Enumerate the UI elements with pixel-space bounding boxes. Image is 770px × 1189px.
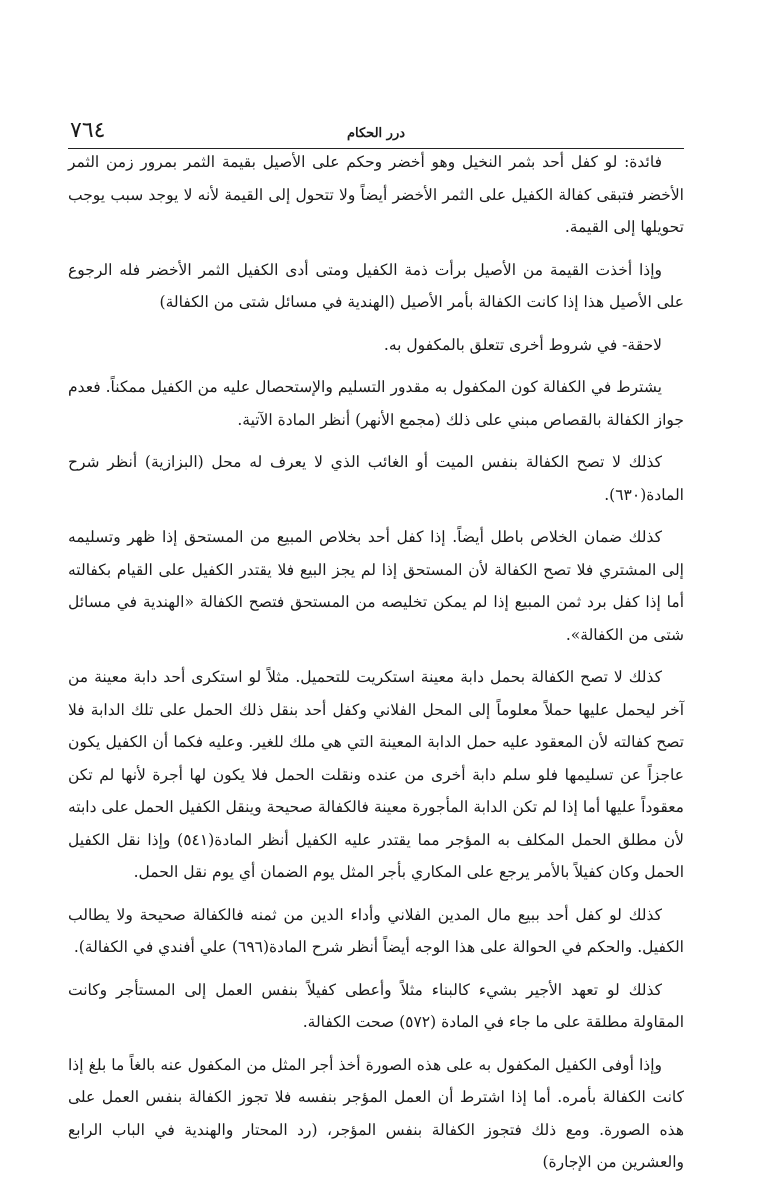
paragraph-release-guarantee: كذلك ضمان الخلاص باطل أيضاً. إذا كفل أحد بخلاص المبيع من المستحق إذا ظهر وتسليمه إلى المشتري فلا تصح الكفالة لأن المستحق إذا لم يجز البيع فلا يقتدر الكفيل على القيام بكفالته أما إذا كفل برد ثمن المبيع إذا لم يمكن تخليصه من المستحق فتصح الكفالة «الهندية في مسائل شتى من الكفالة». [68, 528, 684, 644]
page-header [68, 112, 684, 149]
paragraph-value-taken: وإذا أخذت القيمة من الأصيل برأت ذمة الكفيل ومتى أدى الكفيل الثمر الأخضر فله الرجوع على الأصيل هذا إذا كانت الكفالة بأمر الأصيل (الهندية في مسائل شتى من الكفالة) [68, 260, 684, 311]
page-body [68, 146, 684, 1189]
paragraph-appendix-heading: لاحقة- في شروط أخرى تتعلق بالمكفول به. [383, 335, 662, 354]
paragraph-deliverability-condition: يشترط في الكفالة كون المكفول به مقدور التسليم والإستحصال عليه من الكفيل ممكناً. فعدم جواز الكفالة بالقصاص مبني على ذلك (مجمع الأنهر) أنظر المادة الآتية. [68, 378, 684, 429]
page-number: ٧٦٤ [70, 118, 106, 143]
paragraph-worker-guarantee: كذلك لو تعهد الأجير بشيء كالبناء مثلاً وأعطى كفيلاً بنفس العمل إلى المستأجر وكانت المقاولة مطلقة على ما جاء في المادة (٥٧٢) صحت الكفالة. [68, 980, 684, 1031]
paragraph-dead-or-absent: كذلك لا تصح الكفالة بنفس الميت أو الغائب الذي لا يعرف له محل (البزازية) أنظر شرح المادة(٦٣٠). [68, 453, 684, 504]
paragraph-fair-wage: وإذا أوفى الكفيل المكفول به على هذه الصورة أخذ أجر المثل من المكفول عنه بالغاً ما بلغ إذا كانت الكفالة بأمره. أما إذا اشترط أن العمل المؤجر بنفسه فلا تجوز الكفالة بنفس العمل على هذه الصورة. ومع ذلك فتجوز الكفالة بنفس المؤجر، (رد المحتار والهندية في الباب الرابع والعشرين من الإجارة) [68, 1055, 684, 1171]
paragraph-benefit-note: فائدة: لو كفل أحد بثمر النخيل وهو أخضر وحكم على الأصيل بقيمة الثمر بمرور زمن الثمر الأخضر فتبقى كفالة الكفيل على الثمر الأخضر أيضاً ولا تتحول إلى القيمة لأنه لا يوجد سبب يوجب تحويلها إلى القيمة. [68, 153, 684, 236]
paragraph-sale-of-property: كذلك لو كفل أحد ببيع مال المدين الفلاني وأداء الدين من ثمنه فالكفالة صحيحة ولا يطالب الكفيل. والحكم في الحوالة على هذا الوجه أيضاً أنظر شرح المادة(٦٩٦) علي أفندي في الكفالة). [68, 905, 684, 956]
running-title: درر الحكام [346, 126, 406, 141]
paragraph-animal-load: كذلك لا تصح الكفالة بحمل دابة معينة استكريت للتحميل. مثلاً لو استكرى أحد دابة معينة من آخر ليحمل عليها حملاً معلوماً إلى المحل الفلاني وكفل أحد بنقل ذلك الحمل على تلك الدابة فلا تصح كفالته لأن المعقود عليه حمل الدابة المعينة التي هي ملك للغير. وعليه فكما أن الكفيل يكون عاجزاً عن تسليمها فلو سلم دابة أخرى من عنده ونقلت الحمل فلا يكون لها أجرة لأنها لم تكن معقوداً عليها أما إذا لم تكن الدابة المأجورة معينة فالكفالة صحيحة وينقل الكفيل الحمل على دابته لأن مطلق الحمل المكلف به المؤجر مما يقتدر عليه الكفيل أنظر المادة(٥٤١) وإذا نقل الكفيل الحمل وكان كفيلاً بالأمر يرجع على المكاري بأجر المثل يوم الضمان أي يوم نقل الحمل. [68, 668, 684, 881]
